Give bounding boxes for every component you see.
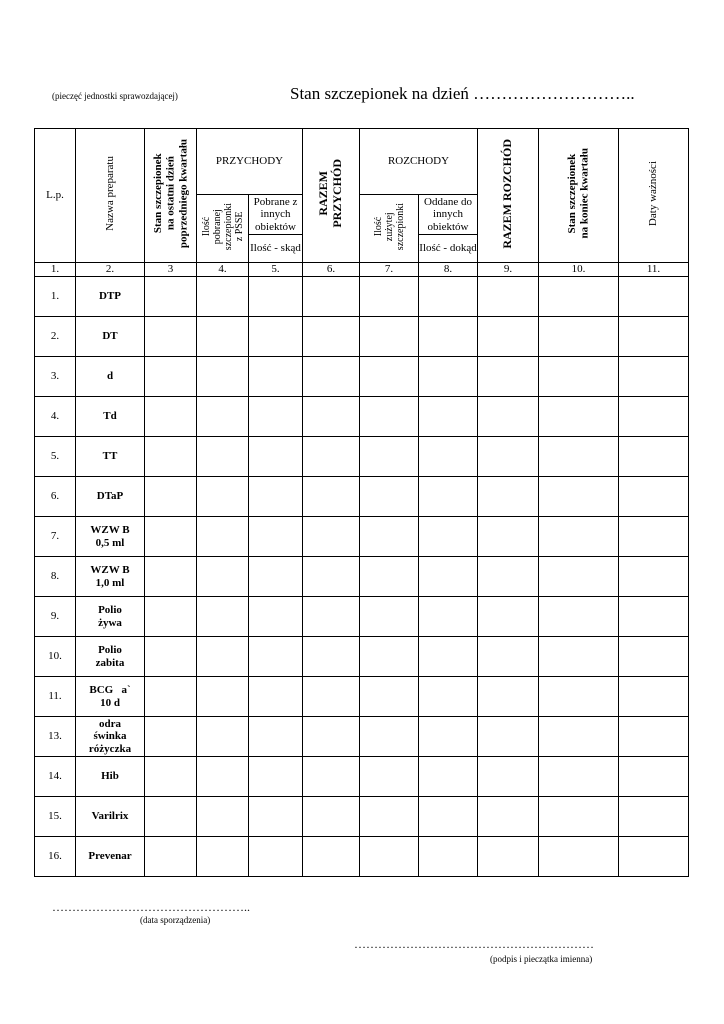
entry-cell[interactable] — [619, 597, 689, 637]
table-row — [35, 757, 689, 797]
entry-cell[interactable] — [539, 357, 619, 397]
entry-cell[interactable] — [360, 397, 419, 437]
vaccine-name-line: Polio — [98, 643, 122, 656]
entry-cell[interactable] — [539, 477, 619, 517]
header-in-psse: Ilość pobranej szczepionki z PSSE — [197, 195, 249, 263]
document-title: Stan szczepionek na dzień ……………………….. — [290, 84, 635, 103]
table-body — [35, 277, 689, 877]
entry-cell[interactable] — [360, 837, 419, 877]
entry-cell[interactable] — [303, 277, 360, 317]
vaccine-name-line: odra — [99, 717, 121, 730]
entry-cell[interactable] — [249, 317, 303, 357]
entry-cell[interactable] — [478, 637, 539, 677]
table-row — [35, 557, 689, 597]
entry-cell[interactable] — [145, 517, 197, 557]
entry-cell[interactable] — [478, 397, 539, 437]
entry-cell[interactable] — [360, 477, 419, 517]
header-out-other: Oddane do innych obiektów — [419, 195, 478, 235]
vaccine-name-line: 0,5 ml — [95, 536, 125, 549]
entry-cell[interactable] — [419, 517, 478, 557]
header-out-other-sub: Ilość - dokąd — [419, 235, 478, 263]
row-number: 7. — [35, 517, 76, 557]
row-number: 2. — [35, 317, 76, 357]
column-number: 4. — [197, 263, 249, 277]
entry-cell[interactable] — [478, 797, 539, 837]
entry-cell[interactable] — [197, 637, 249, 677]
entry-cell[interactable] — [249, 397, 303, 437]
column-number: 1. — [35, 263, 76, 277]
vaccine-name-line: różyczka — [88, 742, 132, 755]
vaccine-name — [76, 317, 145, 357]
vaccine-name-line: Prevenar — [88, 850, 132, 863]
entry-cell[interactable] — [360, 797, 419, 837]
vaccine-name-line: 1,0 ml — [95, 576, 125, 589]
date-caption: (data sporządzenia) — [140, 915, 211, 925]
entry-cell[interactable] — [619, 317, 689, 357]
entry-cell[interactable] — [145, 597, 197, 637]
vaccine-name-line: żywa — [98, 616, 122, 629]
entry-cell[interactable] — [360, 277, 419, 317]
entry-cell[interactable] — [539, 517, 619, 557]
entry-cell[interactable] — [419, 597, 478, 637]
entry-cell[interactable] — [419, 477, 478, 517]
header-in-other-sub: Ilość - skąd — [249, 235, 303, 263]
column-number: 9. — [478, 263, 539, 277]
entry-cell[interactable] — [619, 437, 689, 477]
entry-cell[interactable] — [303, 517, 360, 557]
entry-cell[interactable] — [360, 677, 419, 717]
entry-cell[interactable] — [303, 837, 360, 877]
entry-cell[interactable] — [619, 717, 689, 757]
entry-cell[interactable] — [145, 397, 197, 437]
row-number: 6. — [35, 477, 76, 517]
entry-cell[interactable] — [539, 677, 619, 717]
vaccine-name-line: świnka — [93, 730, 127, 743]
entry-cell[interactable] — [360, 597, 419, 637]
entry-cell[interactable] — [619, 397, 689, 437]
entry-cell[interactable] — [419, 797, 478, 837]
column-number: 11. — [619, 263, 689, 277]
table-row — [35, 277, 689, 317]
entry-cell[interactable] — [303, 357, 360, 397]
vaccine-name — [76, 397, 145, 437]
entry-cell[interactable] — [249, 637, 303, 677]
row-number: 10. — [35, 637, 76, 677]
header-in-other: Pobrane z innych obiektów — [249, 195, 303, 235]
column-number: 2. — [76, 263, 145, 277]
entry-cell[interactable] — [303, 397, 360, 437]
entry-cell[interactable] — [360, 317, 419, 357]
header-stock-end: Stan szczepionek na koniec kwartału — [539, 129, 619, 263]
vaccine-name-line: Hib — [101, 770, 119, 783]
entry-cell[interactable] — [249, 597, 303, 637]
entry-cell[interactable] — [619, 797, 689, 837]
row-number: 13. — [35, 717, 76, 757]
vaccine-name — [76, 477, 145, 517]
entry-cell[interactable] — [539, 397, 619, 437]
entry-cell[interactable] — [360, 637, 419, 677]
vaccine-name — [76, 637, 145, 677]
entry-cell[interactable] — [619, 277, 689, 317]
entry-cell[interactable] — [145, 477, 197, 517]
entry-cell[interactable] — [619, 837, 689, 877]
entry-cell[interactable] — [197, 837, 249, 877]
header-group-in: PRZYCHODY — [197, 129, 303, 195]
header-out-used: Ilość zużytej szczepionki — [360, 195, 419, 263]
column-number: 10. — [539, 263, 619, 277]
entry-cell[interactable] — [145, 277, 197, 317]
vaccine-name-line: 10 d — [100, 696, 120, 709]
entry-cell[interactable] — [539, 797, 619, 837]
entry-cell[interactable] — [539, 597, 619, 637]
entry-cell[interactable] — [197, 757, 249, 797]
entry-cell[interactable] — [249, 797, 303, 837]
vaccine-name-line: Td — [103, 410, 117, 423]
table-row — [35, 837, 689, 877]
entry-cell[interactable] — [478, 757, 539, 797]
vaccine-name — [76, 437, 145, 477]
entry-cell[interactable] — [478, 517, 539, 557]
entry-cell[interactable] — [145, 717, 197, 757]
vaccine-name — [76, 837, 145, 877]
vaccine-name-line: WZW B — [90, 563, 130, 576]
table-row — [35, 477, 689, 517]
vaccine-name — [76, 357, 145, 397]
vaccine-name-line: WZW B — [90, 523, 130, 536]
entry-cell[interactable] — [478, 597, 539, 637]
date-line: ………………………………………….. — [52, 900, 250, 914]
signature-caption: (podpis i pieczątka imienna) — [490, 954, 593, 964]
entry-cell[interactable] — [360, 757, 419, 797]
vaccine-name — [76, 597, 145, 637]
entry-cell[interactable] — [145, 757, 197, 797]
entry-cell[interactable] — [539, 757, 619, 797]
entry-cell[interactable] — [539, 557, 619, 597]
entry-cell[interactable] — [197, 677, 249, 717]
row-number: 1. — [35, 277, 76, 317]
entry-cell[interactable] — [619, 677, 689, 717]
row-number: 8. — [35, 557, 76, 597]
entry-cell[interactable] — [303, 317, 360, 357]
vaccine-name-line: DTP — [99, 290, 121, 303]
entry-cell[interactable] — [419, 557, 478, 597]
entry-cell[interactable] — [197, 397, 249, 437]
entry-cell[interactable] — [303, 757, 360, 797]
entry-cell[interactable] — [249, 557, 303, 597]
vaccine-name — [76, 717, 145, 757]
entry-cell[interactable] — [419, 717, 478, 757]
entry-cell[interactable] — [249, 837, 303, 877]
entry-cell[interactable] — [197, 437, 249, 477]
entry-cell[interactable] — [619, 517, 689, 557]
entry-cell[interactable] — [478, 837, 539, 877]
row-number: 15. — [35, 797, 76, 837]
header-stock-prev: Stan szczepionek na ostatni dzień poprzedniego kwartału — [145, 129, 197, 263]
entry-cell[interactable] — [249, 357, 303, 397]
entry-cell[interactable] — [145, 677, 197, 717]
vaccine-name-line: DTaP — [96, 490, 124, 503]
table-row — [35, 717, 689, 757]
entry-cell[interactable] — [360, 717, 419, 757]
entry-cell[interactable] — [619, 637, 689, 677]
entry-cell[interactable] — [303, 717, 360, 757]
entry-cell[interactable] — [249, 437, 303, 477]
entry-cell[interactable] — [619, 357, 689, 397]
entry-cell[interactable] — [478, 557, 539, 597]
entry-cell[interactable] — [360, 517, 419, 557]
entry-cell[interactable] — [145, 557, 197, 597]
header-group-out: ROZCHODY — [360, 129, 478, 195]
entry-cell[interactable] — [303, 797, 360, 837]
entry-cell[interactable] — [419, 277, 478, 317]
entry-cell[interactable] — [419, 397, 478, 437]
entry-cell[interactable] — [360, 357, 419, 397]
entry-cell[interactable] — [249, 677, 303, 717]
column-number: 8. — [419, 263, 478, 277]
entry-cell[interactable] — [619, 557, 689, 597]
entry-cell[interactable] — [197, 517, 249, 557]
entry-cell[interactable] — [539, 317, 619, 357]
row-number: 3. — [35, 357, 76, 397]
row-number: 16. — [35, 837, 76, 877]
header-lp: L.p. — [35, 129, 76, 263]
signature-line: …………………………………………………… — [354, 937, 594, 951]
entry-cell[interactable] — [249, 517, 303, 557]
table-row — [35, 517, 689, 557]
entry-cell[interactable] — [539, 437, 619, 477]
vaccine-name-line: Polio — [98, 603, 122, 616]
entry-cell[interactable] — [249, 477, 303, 517]
vaccine-name-line: DT — [102, 330, 118, 343]
table-row — [35, 317, 689, 357]
entry-cell[interactable] — [478, 477, 539, 517]
table-row — [35, 677, 689, 717]
vaccine-name — [76, 677, 145, 717]
table-row — [35, 597, 689, 637]
entry-cell[interactable] — [145, 437, 197, 477]
entry-cell[interactable] — [419, 317, 478, 357]
entry-cell[interactable] — [197, 357, 249, 397]
entry-cell[interactable] — [145, 317, 197, 357]
stamp-caption: (pieczęć jednostki sprawozdającej) — [52, 91, 178, 101]
entry-cell[interactable] — [539, 717, 619, 757]
entry-cell[interactable] — [197, 477, 249, 517]
entry-cell[interactable] — [478, 677, 539, 717]
entry-cell[interactable] — [249, 757, 303, 797]
entry-cell[interactable] — [197, 797, 249, 837]
column-number: 5. — [249, 263, 303, 277]
row-number: 5. — [35, 437, 76, 477]
entry-cell[interactable] — [303, 477, 360, 517]
table-row — [35, 797, 689, 837]
entry-cell[interactable] — [619, 757, 689, 797]
entry-cell[interactable] — [539, 277, 619, 317]
row-number: 9. — [35, 597, 76, 637]
entry-cell[interactable] — [360, 557, 419, 597]
entry-cell[interactable] — [303, 437, 360, 477]
entry-cell[interactable] — [303, 677, 360, 717]
entry-cell[interactable] — [197, 277, 249, 317]
entry-cell[interactable] — [539, 637, 619, 677]
table-row — [35, 357, 689, 397]
header-expiry: Daty ważności — [619, 129, 689, 263]
table-row — [35, 637, 689, 677]
vaccine-name — [76, 517, 145, 557]
vaccine-name-line: zabita — [95, 656, 125, 669]
header-out-total: RAZEM ROZCHÓD — [478, 129, 539, 263]
entry-cell[interactable] — [360, 437, 419, 477]
entry-cell[interactable] — [419, 437, 478, 477]
entry-cell[interactable] — [249, 717, 303, 757]
entry-cell[interactable] — [419, 677, 478, 717]
vaccine-name-line: d — [106, 370, 114, 383]
entry-cell[interactable] — [197, 557, 249, 597]
entry-cell[interactable] — [197, 597, 249, 637]
column-number-row — [35, 263, 689, 277]
entry-cell[interactable] — [419, 757, 478, 797]
table-row — [35, 437, 689, 477]
column-number: 6. — [303, 263, 360, 277]
entry-cell[interactable] — [478, 717, 539, 757]
header-name: Nazwa preparatu — [76, 129, 145, 263]
entry-cell[interactable] — [419, 837, 478, 877]
row-number: 4. — [35, 397, 76, 437]
vaccine-name — [76, 557, 145, 597]
vaccine-name-line: BCG a` — [89, 683, 131, 696]
entry-cell[interactable] — [478, 277, 539, 317]
entry-cell[interactable] — [478, 357, 539, 397]
entry-cell[interactable] — [145, 837, 197, 877]
entry-cell[interactable] — [619, 477, 689, 517]
table-row — [35, 397, 689, 437]
entry-cell[interactable] — [145, 637, 197, 677]
entry-cell[interactable] — [145, 797, 197, 837]
entry-cell[interactable] — [303, 637, 360, 677]
vaccine-name-line: TT — [102, 450, 118, 463]
entry-cell[interactable] — [539, 837, 619, 877]
column-number: 7. — [360, 263, 419, 277]
entry-cell[interactable] — [249, 277, 303, 317]
entry-cell[interactable] — [197, 317, 249, 357]
vaccine-name-line: Varilrix — [91, 810, 129, 823]
vaccine-name — [76, 277, 145, 317]
row-number: 14. — [35, 757, 76, 797]
entry-cell[interactable] — [478, 437, 539, 477]
entry-cell[interactable] — [419, 357, 478, 397]
vaccine-name — [76, 757, 145, 797]
entry-cell[interactable] — [145, 357, 197, 397]
vaccine-name — [76, 797, 145, 837]
entry-cell[interactable] — [478, 317, 539, 357]
entry-cell[interactable] — [303, 597, 360, 637]
vaccine-stock-table — [34, 128, 689, 877]
header-in-total: RAZEM PRZYCHÓD — [303, 129, 360, 263]
row-number: 11. — [35, 677, 76, 717]
entry-cell[interactable] — [303, 557, 360, 597]
entry-cell[interactable] — [197, 717, 249, 757]
entry-cell[interactable] — [419, 637, 478, 677]
column-number: 3 — [145, 263, 197, 277]
